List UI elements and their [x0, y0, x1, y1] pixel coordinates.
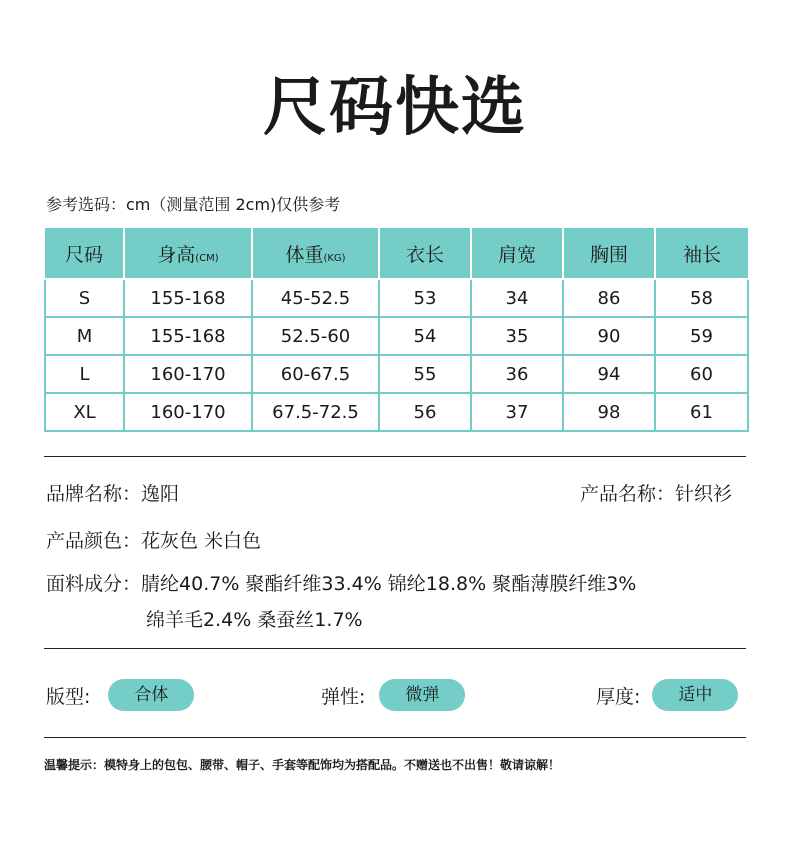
- fabric-line-2: 绵羊毛2.4% 桑蚕丝1.7%: [146, 609, 363, 631]
- table-cell: 160-170: [124, 355, 252, 393]
- product-name-value: 针织衫: [675, 483, 733, 505]
- table-cell: 34: [471, 279, 563, 317]
- brand-value: 逸阳: [141, 483, 180, 505]
- header-size: 尺码: [45, 228, 124, 279]
- table-cell: 52.5-60: [252, 317, 379, 355]
- header-height: 身高(CM): [124, 228, 252, 279]
- table-cell: S: [45, 279, 124, 317]
- table-cell: M: [45, 317, 124, 355]
- table-cell: L: [45, 355, 124, 393]
- table-cell: 54: [379, 317, 471, 355]
- thickness-label: 厚度:: [596, 685, 641, 708]
- header-length: 衣长: [379, 228, 471, 279]
- header-sleeve: 袖长: [655, 228, 748, 279]
- elastic-attribute: [321, 676, 465, 714]
- color-label: 产品颜色：: [46, 530, 142, 552]
- elastic-label: 弹性:: [321, 685, 366, 708]
- thickness-badge: 适中: [652, 679, 738, 711]
- brand-info: [46, 481, 179, 507]
- product-name-label: 产品名称：: [580, 483, 676, 505]
- table-cell: 60: [655, 355, 748, 393]
- table-cell: 55: [379, 355, 471, 393]
- product-name-info: [580, 481, 732, 507]
- table-cell: 155-168: [124, 317, 252, 355]
- thickness-attribute: [596, 676, 738, 714]
- fit-badge: 合体: [108, 679, 194, 711]
- page-title: 尺码快选: [263, 71, 527, 145]
- table-row: [45, 393, 748, 431]
- table-cell: 36: [471, 355, 563, 393]
- warm-tip: 温馨提示：模特身上的包包、腰带、帽子、手套等配饰均为搭配品。不赠送也不出售！敬请谅解！: [44, 758, 561, 772]
- fit-attribute: [46, 676, 194, 714]
- table-cell: 53: [379, 279, 471, 317]
- table-cell: 45-52.5: [252, 279, 379, 317]
- header-shoulder: 肩宽: [471, 228, 563, 279]
- header-chest: 胸围: [563, 228, 655, 279]
- table-cell: 67.5-72.5: [252, 393, 379, 431]
- size-table-header-row: [45, 228, 748, 279]
- fabric-line-1: 腈纶40.7% 聚酯纤维33.4% 锦纶18.8% 聚酯薄膜纤维3%: [141, 573, 637, 595]
- divider-bottom: [44, 737, 746, 738]
- table-row: [45, 279, 748, 317]
- table-row: [45, 317, 748, 355]
- table-cell: 90: [563, 317, 655, 355]
- fabric-label: 面料成分：: [46, 573, 142, 595]
- size-table: [44, 228, 749, 432]
- color-info: [46, 528, 261, 554]
- table-cell: 86: [563, 279, 655, 317]
- table-cell: XL: [45, 393, 124, 431]
- elastic-badge: 微弹: [379, 679, 465, 711]
- table-cell: 61: [655, 393, 748, 431]
- table-cell: 98: [563, 393, 655, 431]
- divider-middle: [44, 648, 746, 649]
- table-cell: 37: [471, 393, 563, 431]
- table-cell: 94: [563, 355, 655, 393]
- table-cell: 60-67.5: [252, 355, 379, 393]
- reference-note: 参考选码：cm（测量范围 2cm)仅供参考: [46, 195, 341, 214]
- table-cell: 160-170: [124, 393, 252, 431]
- header-weight: 体重(KG): [252, 228, 379, 279]
- divider-top: [44, 456, 746, 457]
- table-cell: 58: [655, 279, 748, 317]
- fabric-info: [46, 571, 636, 597]
- color-value: 花灰色 米白色: [141, 530, 262, 552]
- table-cell: 155-168: [124, 279, 252, 317]
- table-cell: 35: [471, 317, 563, 355]
- table-row: [45, 355, 748, 393]
- table-cell: 56: [379, 393, 471, 431]
- brand-label: 品牌名称：: [46, 483, 142, 505]
- fit-label: 版型:: [46, 685, 91, 708]
- table-cell: 59: [655, 317, 748, 355]
